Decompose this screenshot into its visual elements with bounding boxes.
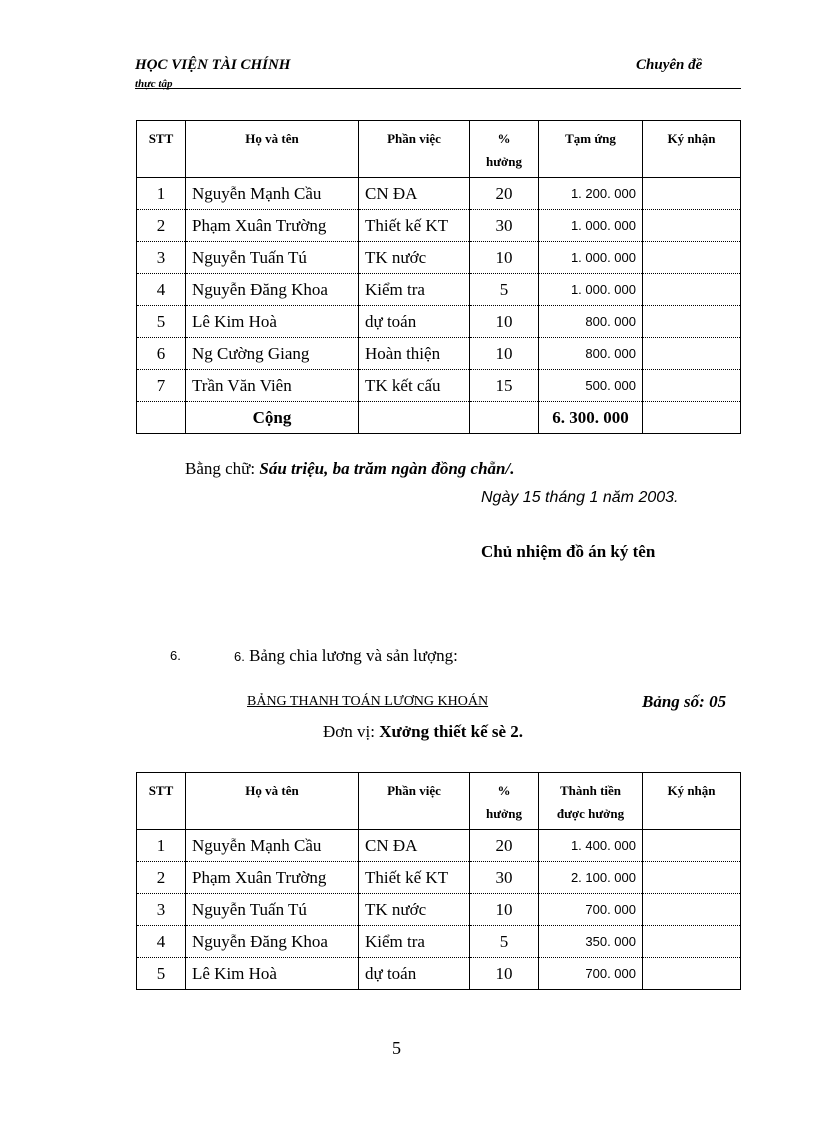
- row-sign: [643, 338, 741, 370]
- payment-table: [136, 772, 741, 990]
- row-job: Thiết kế KT: [359, 210, 470, 242]
- col-percent: [470, 121, 539, 178]
- row-percent: 10: [470, 894, 539, 926]
- row-percent: 20: [470, 178, 539, 210]
- row-sign: [643, 210, 741, 242]
- row-name: Nguyễn Tuấn Tú: [186, 242, 359, 274]
- unit-value: Xưởng thiết kế sè 2.: [379, 722, 524, 741]
- row-name: Nguyễn Đăng Khoa: [186, 274, 359, 306]
- col-percent-sign: %: [497, 783, 511, 798]
- row-amount: 1. 000. 000: [539, 242, 643, 274]
- row-sign: [643, 958, 741, 990]
- row-name: Nguyễn Đăng Khoa: [186, 926, 359, 958]
- row-sign: [643, 306, 741, 338]
- total-stt: [137, 402, 186, 434]
- row-sign: [643, 862, 741, 894]
- row-job: Kiểm tra: [359, 926, 470, 958]
- col-percent-label: hưởng: [486, 154, 522, 169]
- section-title: Bảng chia lương và sản lượng:: [249, 646, 458, 665]
- header-left: HỌC VIỆN TÀI CHÍNH: [135, 57, 291, 73]
- col-earned: [539, 773, 643, 830]
- amount-in-words: [185, 459, 514, 479]
- row-name: Lê Kim Hoà: [186, 958, 359, 990]
- section-heading: [234, 646, 458, 666]
- row-job: Kiểm tra: [359, 274, 470, 306]
- row-amount: 1. 400. 000: [539, 830, 643, 862]
- row-stt: 1: [137, 830, 186, 862]
- words-value: Sáu triệu, ba trăm ngàn đồng chẵn/.: [259, 459, 515, 478]
- table-number: Bảng số: 05: [642, 692, 727, 711]
- row-stt: 3: [137, 242, 186, 274]
- section-number-a: 6.: [170, 648, 181, 663]
- row-amount: 1. 000. 000: [539, 210, 643, 242]
- row-job: TK kết cấu: [359, 370, 470, 402]
- table-row: [137, 926, 741, 958]
- row-stt: 7: [137, 370, 186, 402]
- row-job: dự toán: [359, 958, 470, 990]
- table-row: [137, 958, 741, 990]
- col-earned-line2: được hưởng: [556, 806, 625, 821]
- row-sign: [643, 274, 741, 306]
- row-name: Nguyễn Mạnh Cầu: [186, 178, 359, 210]
- col-percent: [470, 773, 539, 830]
- row-stt: 2: [137, 862, 186, 894]
- table-row: [137, 862, 741, 894]
- col-sign: Ký nhận: [643, 773, 741, 830]
- table-row: [137, 242, 741, 274]
- table2-header-row: [137, 773, 741, 830]
- table-row: [137, 370, 741, 402]
- row-stt: 3: [137, 894, 186, 926]
- table2-title: BẢNG THANH TOÁN LƯƠNG KHOÁN: [247, 694, 489, 709]
- signer-title: Chủ nhiệm đồ án ký tên: [481, 542, 656, 561]
- header-sub: thực tập: [135, 78, 173, 90]
- col-percent-label: hưởng: [486, 806, 522, 821]
- row-name: Phạm Xuân Trường: [186, 210, 359, 242]
- table-row: [137, 894, 741, 926]
- row-name: Nguyễn Mạnh Cầu: [186, 830, 359, 862]
- table-header-row: [137, 121, 741, 178]
- row-job: TK nước: [359, 242, 470, 274]
- row-amount: 350. 000: [539, 926, 643, 958]
- total-job: [359, 402, 470, 434]
- row-percent: 30: [470, 210, 539, 242]
- row-name: Phạm Xuân Trường: [186, 862, 359, 894]
- row-percent: 10: [470, 958, 539, 990]
- row-percent: 15: [470, 370, 539, 402]
- row-sign: [643, 370, 741, 402]
- date-line: Ngày 15 tháng 1 năm 2003.: [481, 489, 679, 506]
- row-sign: [643, 242, 741, 274]
- page-number: 5: [392, 1038, 401, 1058]
- total-sign: [643, 402, 741, 434]
- row-stt: 5: [137, 306, 186, 338]
- row-stt: 4: [137, 274, 186, 306]
- row-name: Nguyễn Tuấn Tú: [186, 894, 359, 926]
- row-job: Hoàn thiện: [359, 338, 470, 370]
- header-rule: [135, 88, 741, 89]
- row-percent: 30: [470, 862, 539, 894]
- row-stt: 4: [137, 926, 186, 958]
- col-percent-sign: %: [497, 131, 511, 146]
- row-amount: 500. 000: [539, 370, 643, 402]
- row-amount: 2. 100. 000: [539, 862, 643, 894]
- table-row: [137, 306, 741, 338]
- row-stt: 2: [137, 210, 186, 242]
- row-stt: 5: [137, 958, 186, 990]
- row-amount: 800. 000: [539, 306, 643, 338]
- col-stt: STT: [137, 773, 186, 830]
- row-job: CN ĐA: [359, 830, 470, 862]
- row-name: Lê Kim Hoà: [186, 306, 359, 338]
- table-row: [137, 830, 741, 862]
- row-sign: [643, 830, 741, 862]
- table-row: [137, 210, 741, 242]
- row-amount: 1. 200. 000: [539, 178, 643, 210]
- row-percent: 5: [470, 274, 539, 306]
- unit-label: Đơn vị:: [323, 722, 375, 741]
- row-sign: [643, 178, 741, 210]
- col-sign: Ký nhận: [643, 121, 741, 178]
- total-pct: [470, 402, 539, 434]
- total-amount: 6. 300. 000: [539, 402, 643, 434]
- row-amount: 700. 000: [539, 894, 643, 926]
- header-right: Chuyên đề: [636, 57, 703, 73]
- row-job: CN ĐA: [359, 178, 470, 210]
- row-sign: [643, 926, 741, 958]
- row-amount: 1. 000. 000: [539, 274, 643, 306]
- row-job: TK nước: [359, 894, 470, 926]
- col-advance: Tạm ứng: [539, 121, 643, 178]
- advance-table: [136, 120, 741, 434]
- row-name: Trần Văn Viên: [186, 370, 359, 402]
- words-label: Bằng chữ:: [185, 459, 256, 478]
- row-sign: [643, 894, 741, 926]
- section-number-b: 6.: [234, 649, 245, 664]
- row-percent: 10: [470, 242, 539, 274]
- row-percent: 10: [470, 306, 539, 338]
- total-row: [137, 402, 741, 434]
- row-percent: 5: [470, 926, 539, 958]
- table-row: [137, 338, 741, 370]
- total-label: Cộng: [186, 402, 359, 434]
- row-job: Thiết kế KT: [359, 862, 470, 894]
- col-earned-line1: Thành tiền: [559, 783, 622, 798]
- row-percent: 20: [470, 830, 539, 862]
- row-amount: 700. 000: [539, 958, 643, 990]
- row-job: dự toán: [359, 306, 470, 338]
- row-amount: 800. 000: [539, 338, 643, 370]
- row-stt: 1: [137, 178, 186, 210]
- table-row: [137, 274, 741, 306]
- row-name: Ng Cường Giang: [186, 338, 359, 370]
- row-percent: 10: [470, 338, 539, 370]
- col-name: Họ và tên: [186, 773, 359, 830]
- table-row: [137, 178, 741, 210]
- col-name: Họ và tên: [186, 121, 359, 178]
- col-job: Phần việc: [359, 121, 470, 178]
- col-stt: STT: [137, 121, 186, 178]
- unit-line: [323, 722, 523, 742]
- col-job: Phần việc: [359, 773, 470, 830]
- row-stt: 6: [137, 338, 186, 370]
